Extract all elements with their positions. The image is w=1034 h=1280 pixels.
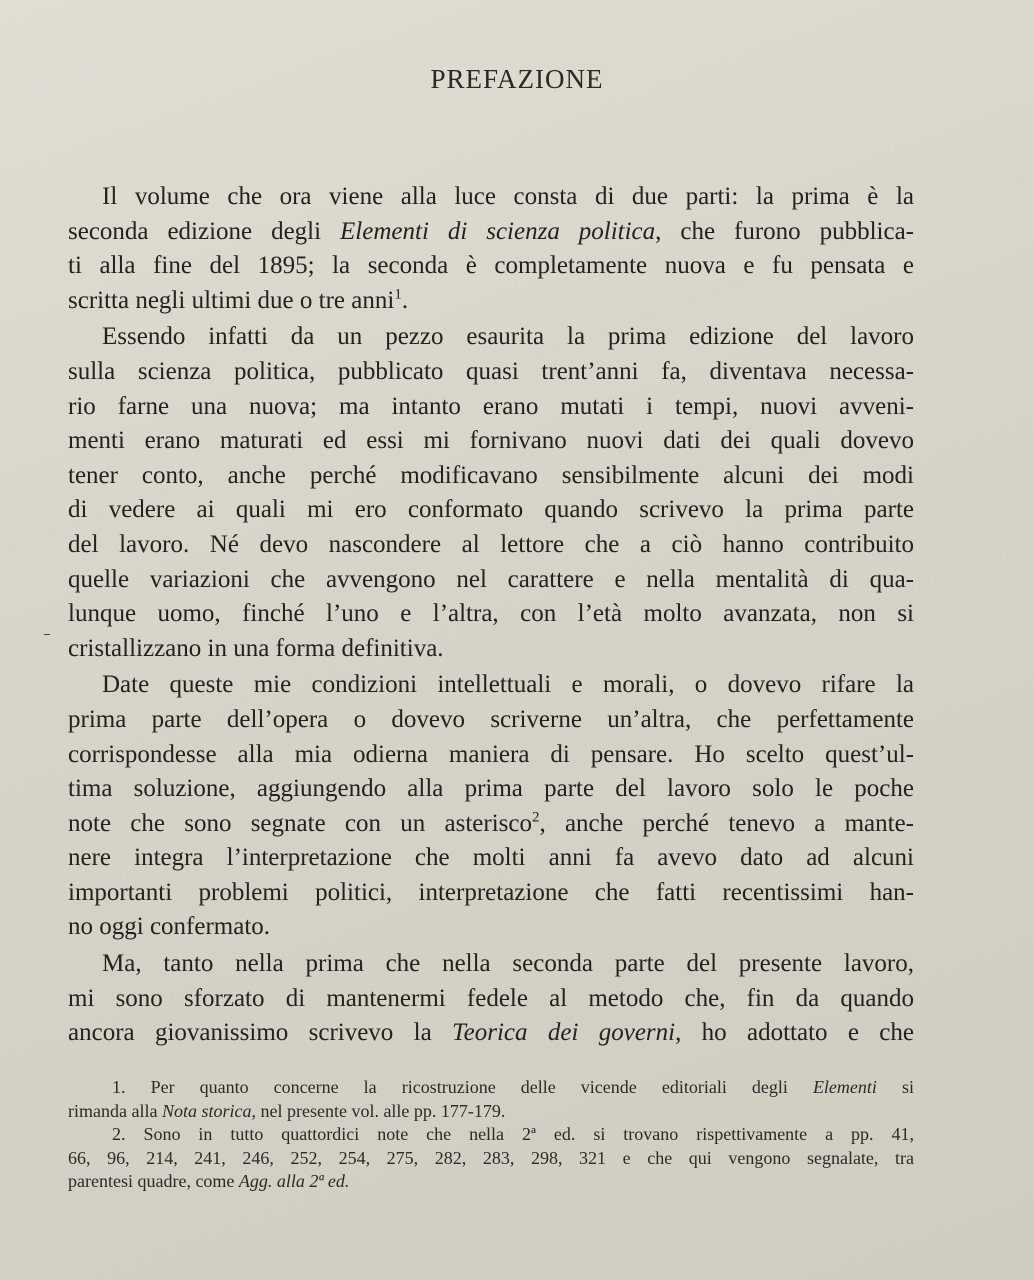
margin-mark: [44, 634, 50, 635]
text-line: seconda edizione degli Elementi di scienza politica, che furono pubblica-: [68, 217, 914, 245]
text-line: no oggi confermato.: [68, 913, 271, 941]
text-line: Date queste mie condizioni intellettuali e morali, o dovevo rifare la: [102, 671, 914, 699]
footnote-line: parentesi quadre, come Agg. alla 2ª ed.: [68, 1171, 350, 1191]
text-line: Ma, tanto nella prima che nella seconda parte del presente lavoro,: [102, 950, 914, 978]
text-line: del lavoro. Né devo nascondere al lettore che a ciò hanno contribuito: [68, 530, 914, 558]
text-line: prima parte dell’opera o dovevo scriverne un’altra, che perfettamente: [68, 705, 914, 733]
paragraph: [68, 180, 914, 318]
paragraph: [68, 947, 914, 1051]
text-line: corrispondesse alla mia odierna maniera di pensare. Ho scelto quest’ul-: [68, 740, 914, 768]
text-line: di vedere ai quali mi ero conformato quando scrivevo la prima parte: [68, 496, 914, 524]
text-line: tener conto, anche perché modificavano sensibilmente alcuni dei modi: [68, 461, 914, 489]
text-line: cristallizzano in una forma definitiva.: [68, 634, 444, 662]
text-line: tima soluzione, aggiungendo alla prima parte del lavoro solo le poche: [68, 775, 914, 803]
footnotes: [68, 1076, 914, 1194]
text-line: note che sono segnate con un asterisco$^2$, anche perché tenevo a mante-: [68, 809, 914, 837]
page-title: PREFAZIONE: [430, 64, 604, 94]
paragraph: [68, 320, 914, 666]
text-line: ti alla fine del 1895; la seconda è completamente nuova e fu pensata e: [68, 252, 914, 280]
footnote: [68, 1123, 914, 1194]
text-line: scritta negli ultimi due o tre anni$^1$.: [68, 286, 409, 314]
text-line: rio farne una nuova; ma intanto erano mutati i tempi, nuovi avveni-: [68, 392, 914, 420]
footnote: [68, 1076, 914, 1123]
text-line: Il volume che ora viene alla luce consta di due parti: la prima è la: [102, 183, 914, 210]
text-line: quelle variazioni che avvengono nel carattere e nella mentalità di qua-: [68, 565, 914, 593]
text-line: lunque uomo, finché l’uno e l’altra, con l’età molto avanzata, non si: [68, 600, 914, 628]
text-line: ancora giovanissimo scrivevo la Teorica dei governi, ho adottato e che: [68, 1019, 914, 1047]
text-line: menti erano maturati ed essi mi fornivano nuovi dati dei quali dovevo: [68, 427, 914, 455]
footnote-line: 1. Per quanto concerne la ricostruzione delle vicende editoriali degli Elementi si: [112, 1077, 914, 1097]
footnote-line: 66, 96, 214, 241, 246, 252, 254, 275, 282, 283, 298, 321 e che qui vengono segnalate, tra: [68, 1147, 914, 1168]
text-line: nere integra l’interpretazione che molti anni fa avevo dato ad alcuni: [68, 844, 914, 872]
footnote-ref: 1: [394, 286, 402, 303]
text-line: Essendo infatti da un pezzo esaurita la prima edizione del lavoro: [102, 323, 914, 351]
text-line: mi sono sforzato di mantenermi fedele al metodo che, fin da quando: [68, 984, 914, 1012]
text-line: sulla scienza politica, pubblicato quasi trent’anni fa, diventava necessa-: [68, 357, 914, 385]
paragraph: [68, 668, 914, 945]
footnote-line: 2. Sono in tutto quattordici note che nella 2ª ed. si trovano rispettivamente a pp. 41,: [112, 1124, 914, 1144]
body-text: [68, 180, 914, 1051]
text-line: importanti problemi politici, interpretazione che fatti recentissimi han-: [68, 878, 914, 906]
footnote-line: rimanda alla Nota storica, nel presente vol. alle pp. 177-179.: [68, 1100, 506, 1121]
footnote-ref: 2: [531, 809, 540, 826]
